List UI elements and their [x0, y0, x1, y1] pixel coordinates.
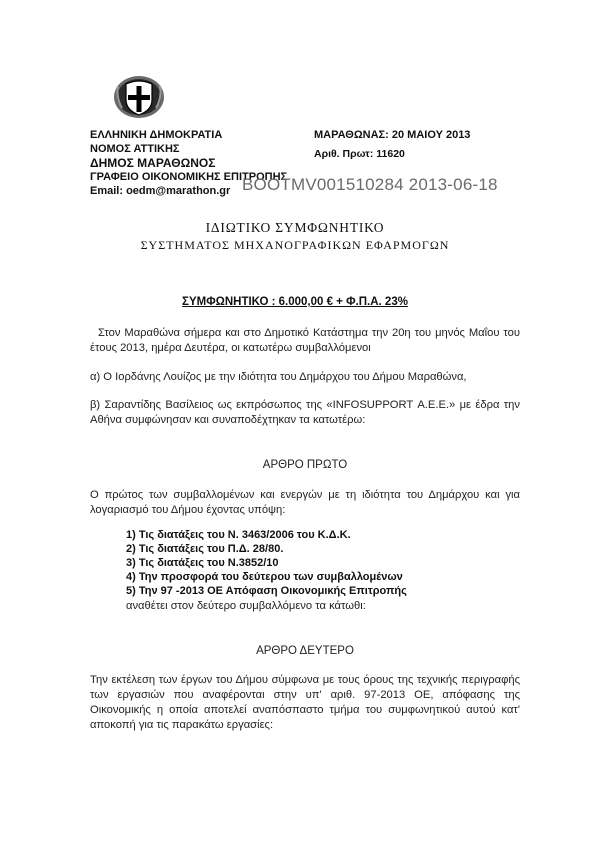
list-item: 1) Τις διατάξεις του Ν. 3463/2006 του Κ.Δ.Κ.: [126, 529, 351, 541]
article-2-text: Την εκτέλεση των έργων του Δήμου σύμφωνα με τους όρους της τεχνικής περιγραφής των εργασιών που αναφέρονται στην υπ' αριθ. 97-2013 ΟΕ, απόφασης της Οικονομικής η οποία αποτελεί αναπόσπαστο τμήμα του συμφωνητικού αυτού κατ' αποκοπή για τις παρακάτω εργασίες:: [90, 674, 520, 731]
party-b: β) Σαραντίδης Βασίλειος ως εκπρόσωπος της «INFOSUPPORT Α.Ε.Ε.» με έδρα την Αθήνα συμφώνησαν και συναποδέχτηκαν τα κατωτέρω:: [90, 399, 520, 426]
title-line-2: ΣΥΣΤΗΜΑΤΟΣ ΜΗΧΑΝΟΓΡΑΦΙΚΩΝ ΕΦΑΡΜΟΓΩΝ: [140, 238, 450, 252]
article-1-heading: ΑΡΘΡΟ ΠΡΩΤΟ: [262, 459, 348, 471]
document-title: [80, 220, 510, 253]
header-municipality: ΔΗΜΟΣ ΜΑΡΑΘΩΝΟΣ: [90, 156, 216, 170]
article-1-text: Ο πρώτος των συμβαλλομένων και ενεργών με τη ιδιότητα του Δημάρχου και για λογαριασμό του Δήμου έχοντας υπόψη:: [90, 489, 520, 516]
greek-emblem-icon: [112, 74, 166, 120]
header-protocol: Αριθ. Πρωτ: 11620: [314, 148, 405, 160]
agreement-amount: ΣΥΜΦΩΝΗΤΙΚΟ : 6.000,00 € + Φ.Π.Α. 23%: [182, 296, 408, 308]
title-line-1: ΙΔΙΩΤΙΚΟ ΣΥΜΦΩΝΗΤΙΚΟ: [205, 220, 385, 235]
intro-paragraph: Στον Μαραθώνα σήμερα και στο Δημοτικό Κατάστημα την 20η του μηνός Μαΐου του έτους 2013, ημέρα Δευτέρα, οι κατωτέρω συμβαλλόμενοι: [90, 327, 520, 354]
header-office: ΓΡΑΦΕΙΟ ΟΙΚΟΝΟΜΙΚΗΣ ΕΠΙΤΡΟΠΗΣ: [90, 171, 288, 183]
list-item: 3) Τις διατάξεις του Ν.3852/10: [126, 557, 279, 569]
article-1-after: αναθέτει στον δεύτερο συμβαλλόμενο τα κάτωθι:: [126, 600, 366, 612]
article-1-list: [126, 528, 407, 598]
list-item: 5) Την 97 -2013 ΟΕ Απόφαση Οικονομικής Επιτροπής: [126, 585, 407, 597]
party-a: α) Ο Ιορδάνης Λουίζος με την ιδιότητα του Δημάρχου του Δήμου Μαραθώνα,: [90, 371, 467, 383]
header-email: Email: oedm@marathon.gr: [90, 185, 231, 197]
article-2-heading: ΑΡΘΡΟ ΔΕΥΤΕΡΟ: [256, 645, 354, 657]
list-item: 2) Τις διατάξεις του Π.Δ. 28/80.: [126, 543, 284, 555]
header-prefecture: ΝΟΜΟΣ ΑΤΤΙΚΗΣ: [90, 143, 180, 155]
header-country: ΕΛΛΗΝΙΚΗ ΔΗΜΟΚΡΑΤΙΑ: [90, 129, 223, 141]
header-date: ΜΑΡΑΘΩΝΑΣ: 20 ΜΑΙΟΥ 2013: [314, 129, 471, 141]
list-item: 4) Την προσφορά του δεύτερου των συμβαλλομένων: [126, 571, 403, 583]
ada-stamp: ΒΟΟΤΜV001510284 2013-06-18: [242, 175, 498, 194]
